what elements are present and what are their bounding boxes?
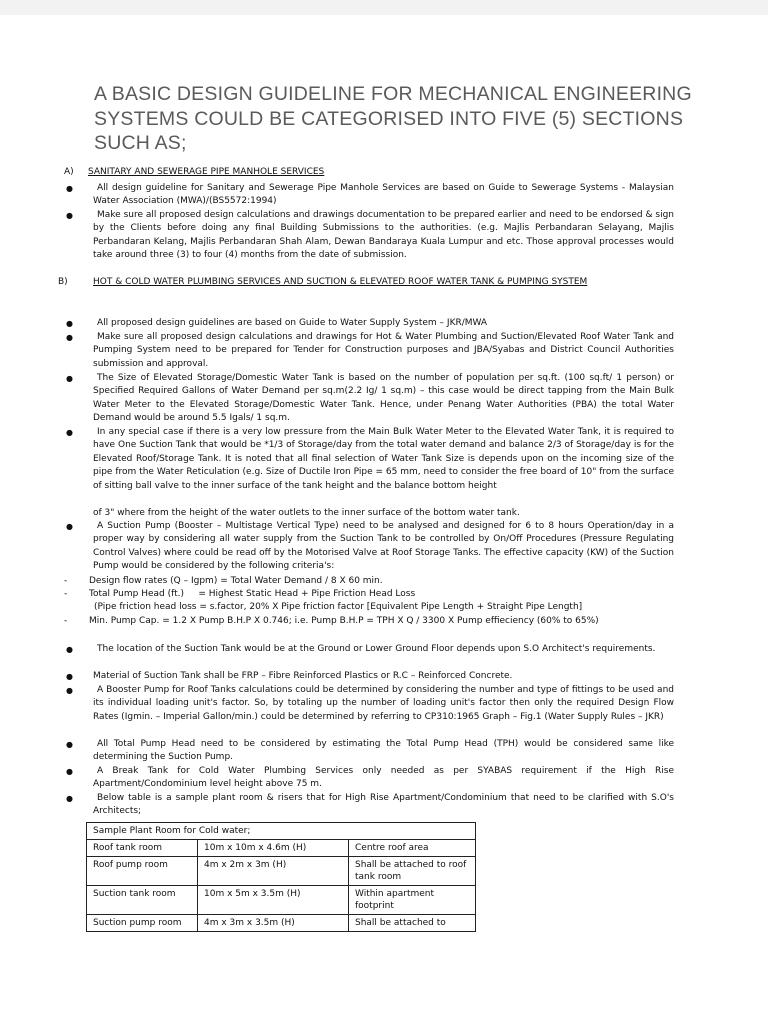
list-item-text: Below table is a sample plant room & risers that for High Rise Apartment/Condominium that need to be clarified with S.O's Architects; (93, 793, 674, 817)
list-item-text: All Total Pump Head need to be considered by estimating the Total Pump Head (TPH) would be considered same like determining the Suction Pump. (93, 739, 674, 763)
bullet-icon: ● (66, 645, 73, 654)
bullet-icon: ● (66, 374, 73, 383)
list-item-text: A Suction Pump (Booster – Multistage Vertical Type) need to be analysed and designed for 6 to 8 hours Operation/day in a proper way by considering all water supply from the Suction Tank to be controlled by On/Off Procedures (Pressure Regulating Control Valves) where could be read off by the Motorised Valve at Roof Storage Tanks. The effective capacity (KW) of the Suction Pump would be considered by the following criteria's: (93, 521, 674, 572)
continuation-text: of 3" where from the height of the water outlets to the inner surface of the bottom water tank. (93, 508, 520, 518)
list-item-text: All proposed design guidelines are based on Guide to Water Supply System – JKR/MWA (97, 318, 488, 328)
table-cell: Centre roof area (349, 840, 476, 857)
bullet-icon: ● (66, 794, 73, 803)
dash-marker: - (64, 616, 68, 626)
dash-marker: - (64, 589, 68, 599)
table-cell: 4m x 3m x 3.5m (H) (198, 915, 349, 932)
bullet-icon: ● (66, 211, 73, 220)
table-cell: 10m x 5m x 3.5m (H) (198, 886, 349, 915)
section-label: B) (58, 277, 68, 287)
bullet-icon: ● (66, 319, 73, 328)
document-title: A BASIC DESIGN GUIDELINE FOR MECHANICAL ENGINEERING SYSTEMS COULD BE CATEGORISED INTO FIVE (5) SECTIONS SUCH AS; (94, 83, 692, 154)
table-row (87, 840, 476, 857)
table-cell: Shall be attached to (349, 915, 476, 932)
table-caption: Sample Plant Room for Cold water; (87, 823, 476, 840)
dash-marker: - (64, 576, 68, 586)
bullet-icon: ● (66, 672, 73, 681)
formula-text: Design flow rates (Q – Igpm) = Total Water Demand / 8 X 60 min. (89, 576, 383, 586)
formula-text: Min. Pump Cap. = 1.2 X Pump B.H.P X 0.746; i.e. Pump B.H.P = TPH X Q / 3300 X Pump effieciency (60% to 65%) (89, 616, 599, 626)
list-item-text: Make sure all proposed design calculations and drawings documentation to be prepared earlier and need to be endorsed & sign by the Clients before doing any final Building Submissions to the authorities. (e.g. Majlis Perbandaran Selayang, Majlis Perbandaran Kelang, Majlis Perbandaran Shah Alam, Dewan Bandaraya Kuala Lumpur and etc. Those approval processes would take around three (3) to four (4) months from the date of submission. (93, 210, 674, 261)
table-row (87, 857, 476, 886)
table-cell: Suction pump room (87, 915, 198, 932)
formula-note-text: (Pipe friction head loss = s.factor, 20% X Pipe friction factor [Equivalent Pipe Length + Straight Pipe Length] (94, 602, 583, 612)
list-item-text: In any special case if there is a very low pressure from the Main Bulk Water Meter to the Elevated Water Tank, it is required to have One Suction Tank that would be *1/3 of Storage/day from the total water demand and balance 2/3 of Storage/day is for the Elevated Roof/Storage Tank. It is noted that all final selection of Water Tank Size is depends upon on the incoming size of the pipe from the Water Reticulation (e.g. Size of Ductile Iron Pipe = 65 mm, need to consider the free board of 10" from the surface of sitting ball valve to the inner surface of the tank height and the balance bottom height (93, 427, 674, 491)
bullet-icon: ● (66, 686, 73, 695)
bullet-icon: ● (66, 184, 73, 193)
table-cell: Roof tank room (87, 840, 198, 857)
list-item-text: A Booster Pump for Roof Tanks calculations could be determined by considering the number and type of fittings to be used and its individual loading unit's factor. So, by totaling up the number of loading unit's factor then only the required Design Flow Rates (Igmin. – Imperial Gallon/min.) could be determined by referring to CP310:1965 Graph – Fig.1 (Water Supply Rules – JKR) (93, 685, 674, 722)
table-cell: Suction tank room (87, 886, 198, 915)
bullet-icon: ● (66, 333, 73, 342)
section-heading: SANITARY AND SEWERAGE PIPE MANHOLE SERVICES (88, 167, 325, 177)
bullet-icon: ● (66, 740, 73, 749)
list-item-text: A Break Tank for Cold Water Plumbing Services only needed as per SYABAS requirement if the High Rise Apartment/Condominium level height above 75 m. (93, 766, 674, 790)
section-label: A) (64, 167, 74, 177)
table-cell: Shall be attached to roof tank room (349, 857, 476, 886)
formula-text: Total Pump Head (ft.) = Highest Static Head + Pipe Friction Head Loss (89, 589, 416, 599)
list-item-text: Make sure all proposed design calculations and drawings for Hot & Water Plumbing and Suction/Elevated Roof Water Tank and Pumping System need to be prepared for Tender for Construction purposes and JBA/Syabas and District Council Authorities submission and approval. (93, 332, 674, 369)
table-cell: 4m x 2m x 3m (H) (198, 857, 349, 886)
section-heading: HOT & COLD WATER PLUMBING SERVICES AND SUCTION & ELEVATED ROOF WATER TANK & PUMPING SYSTEM (93, 277, 588, 287)
table-row (87, 886, 476, 915)
plant-room-table (86, 822, 476, 932)
table-cell: Roof pump room (87, 857, 198, 886)
table-caption-row (87, 823, 476, 840)
bullet-icon: ● (66, 522, 73, 531)
list-item-text: The Size of Elevated Storage/Domestic Water Tank is based on the number of population per sq.ft. (100 sq.ft/ 1 person) or Specified Required Gallons of Water Demand per sq.m(2.2 Ig/ 1 sq.m) – this case would be direct tapping from the Main Bulk Water Meter to the Elevated Storage/Domestic Water Tank. Hence, under Penang Water Authorities (PBA) the total Water Demand would be around 5.5 Igals/ 1 sq.m. (93, 373, 674, 424)
bullet-icon: ● (66, 428, 73, 437)
table-cell: Within apartment footprint (349, 886, 476, 915)
list-item-text: The location of the Suction Tank would be at the Ground or Lower Ground Floor depends upon S.O Architect's requirements. (97, 644, 656, 654)
list-item-text: Material of Suction Tank shall be FRP – Fibre Reinforced Plastics or R.C – Reinforced Concrete. (93, 671, 513, 681)
bullet-icon: ● (66, 767, 73, 776)
table-cell: 10m x 10m x 4.6m (H) (198, 840, 349, 857)
table-row (87, 915, 476, 932)
list-item-text: All design guideline for Sanitary and Sewerage Pipe Manhole Services are based on Guide to Sewerage Systems - Malaysian Water Association (MWA)/(BS5572:1994) (93, 183, 674, 207)
